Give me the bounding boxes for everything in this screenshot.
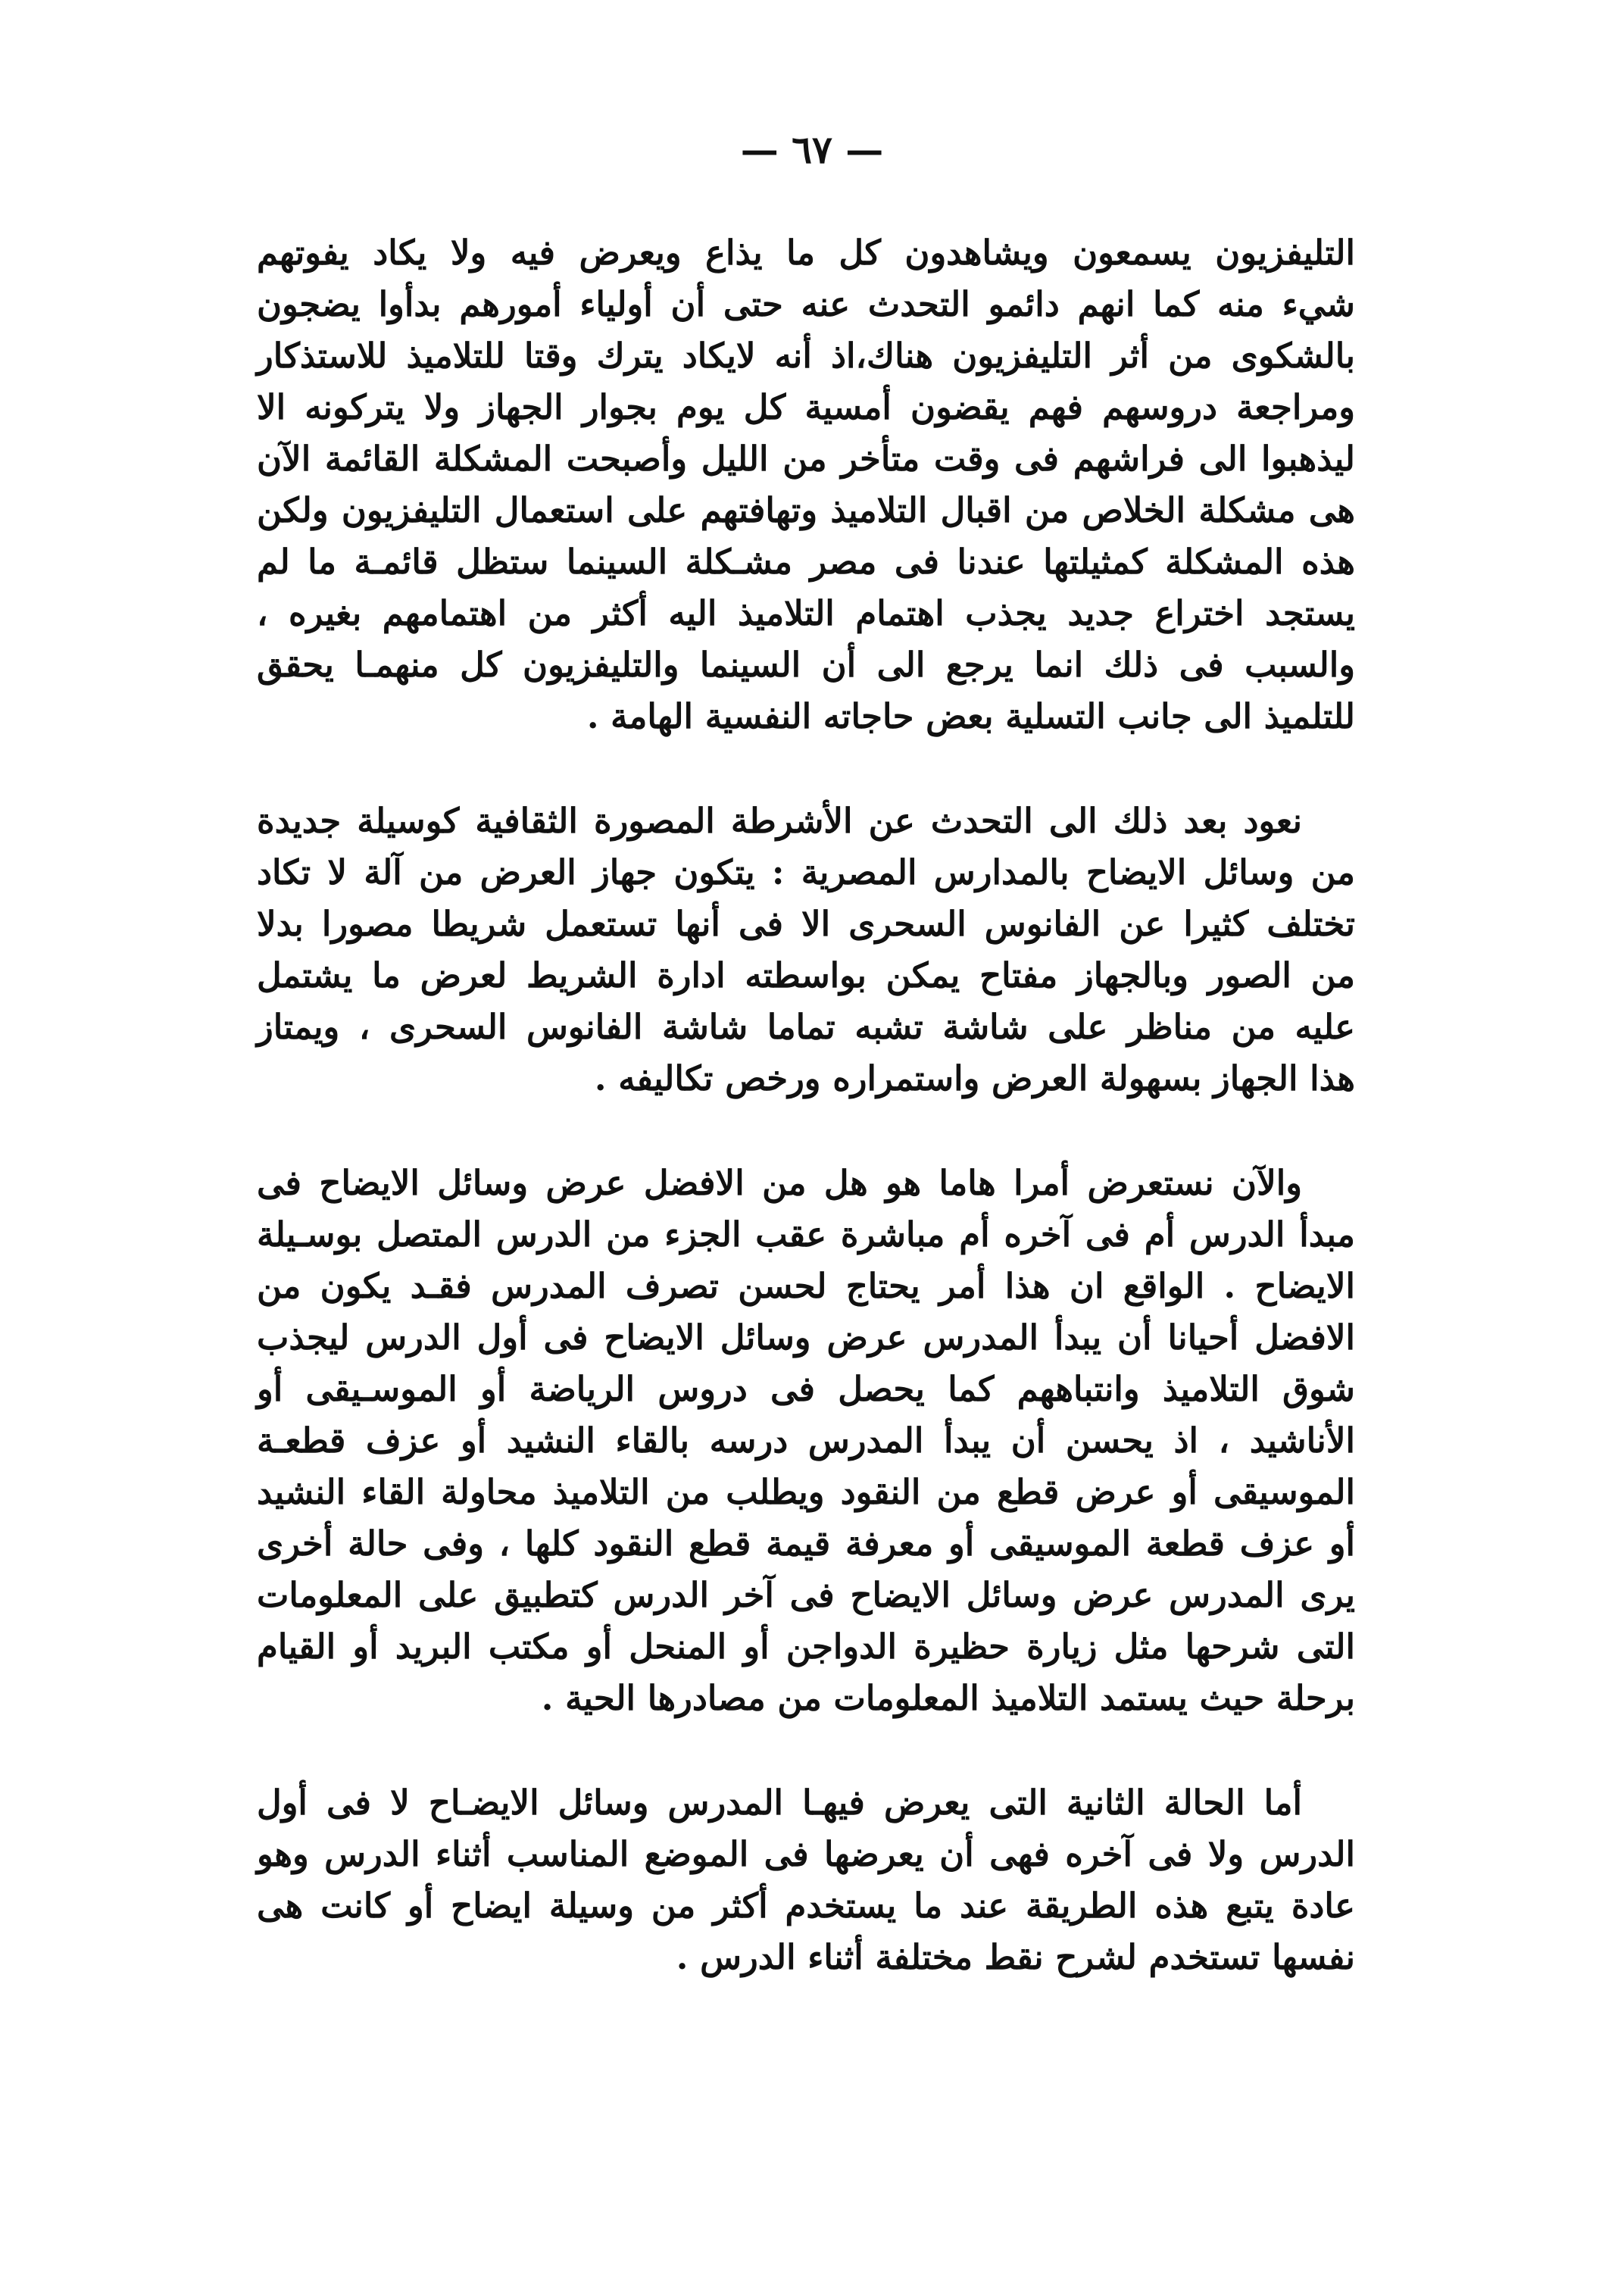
text-line: عليه من مناظر على شاشة تشبه تماما شاشة الفانوس السحرى ، ويمتاز [257, 1007, 1355, 1047]
text-line: ومراجعة دروسهم فهم يقضون أمسية كل يوم بجوار الجهاز ولا يتركونه الا [257, 387, 1355, 427]
text-line: تختلف كثيرا عن الفانوس السحرى الا فى أنها تستعمل شريطا مصورا بدلا [257, 904, 1355, 944]
text-line: للتلميذ الى جانب التسلية بعض حاجاته النفسية الهامة . [586, 696, 1355, 736]
body-text [257, 227, 1355, 2036]
paragraph-3 [257, 1158, 1355, 1724]
text-line: الأناشيد ، اذ يحسن أن يبدأ المدرس درسه بالقاء النشيد أو عزف قطعـة [257, 1420, 1355, 1461]
text-line: الايضاح . الواقع ان هذا أمر يحتاج لحسن تصرف المدرس فقـد يكون من [257, 1266, 1355, 1306]
text-line: عادة يتبع هذه الطريقة عند ما يستخدم أكثر من وسيلة ايضاح أو كانت هى [257, 1886, 1355, 1926]
text-line: والسبب فى ذلك انما يرجع الى أن السينما والتليفزيون كل منهمـا يحقق [257, 645, 1355, 685]
text-line: بالشكوى من أثر التليفزيون هناك،اذ أنه لايكاد يترك وقتا للتلاميذ للاستذكار [257, 336, 1355, 376]
text-line: نفسها تستخدم لشرح نقط مختلفة أثناء الدرس . [676, 1937, 1355, 1977]
page-number: — ٦٧ — [740, 127, 884, 172]
text-line: مبدأ الدرس أم فى آخره أم مباشرة عقب الجزء من الدرس المتصل بوسـيلة [257, 1214, 1355, 1254]
text-line: الموسيقى أو عرض قطع من النقود ويطلب من التلاميذ محاولة القاء النشيد [257, 1472, 1355, 1512]
text-line: من الصور وبالجهاز مفتاح يمكن بواسطته ادارة الشريط لعرض ما يشتمل [257, 955, 1355, 995]
text-line: نعود بعد ذلك الى التحدث عن الأشرطة المصورة الثقافية كوسيلة جديدة [257, 801, 1302, 841]
text-line: يرى المدرس عرض وسائل الايضاح فى آخر الدرس كتطبيق على المعلومات [257, 1575, 1355, 1615]
text-line: أو عزف قطعة الموسيقى أو معرفة قيمة قطع النقود كلها ، وفى حالة أخرى [257, 1523, 1355, 1564]
text-line: هى مشكلة الخلاص من اقبال التلاميذ وتهافتهم على استعمال التليفزيون ولكن [257, 490, 1355, 530]
text-line: والآن نستعرض أمرا هاما هو هل من الافضل عرض وسائل الايضاح فى [257, 1163, 1302, 1203]
text-line: شيء منه كما انهم دائمو التحدث عنه حتى أن أولياء أمورهم بدأوا يضجون [257, 284, 1355, 324]
text-line: الافضل أحيانا أن يبدأ المدرس عرض وسائل الايضاح فى أول الدرس ليجذب [257, 1317, 1355, 1358]
text-line: شوق التلاميذ وانتباههم كما يحصل فى دروس الرياضة أو الموسـيقى أو [257, 1369, 1355, 1409]
paragraph-2 [257, 795, 1355, 1105]
text-line: من وسائل الايضاح بالمدارس المصرية : يتكون جهاز العرض من آلة لا تكاد [257, 852, 1355, 892]
text-line: هذا الجهاز بسهولة العرض واستمراره ورخص تكاليفه . [594, 1058, 1355, 1098]
text-line: التى شرحها مثل زيارة حظيرة الدواجن أو المنحل أو مكتب البريد أو القيام [257, 1626, 1355, 1667]
paragraph-1 [257, 227, 1355, 742]
text-line: يستجد اختراع جديد يجذب اهتمام التلاميذ اليه أكثر من اهتمامهم بغيره ، [257, 593, 1355, 633]
text-line: هذه المشكلة كمثيلتها عندنا فى مصر مشـكلة السينما ستظل قائمـة ما لم [257, 542, 1355, 582]
paragraph-4 [257, 1777, 1355, 1983]
text-line: ليذهبوا الى فراشهم فى وقت متأخر من الليل وأصبحت المشكلة القائمة الآن [257, 439, 1355, 479]
text-line: برحلة حيث يستمد التلاميذ المعلومات من مصادرها الحية . [541, 1678, 1355, 1718]
text-line: التليفزيون يسمعون ويشاهدون كل ما يذاع ويعرض فيه ولا يكاد يفوتهم [257, 233, 1355, 273]
text-line: الدرس ولا فى آخره فهى أن يعرضها فى الموضع المناسب أثناء الدرس وهو [257, 1834, 1355, 1874]
text-line: أما الحالة الثانية التى يعرض فيهـا المدرس وسائل الايضـاح لا فى أول [257, 1783, 1302, 1823]
